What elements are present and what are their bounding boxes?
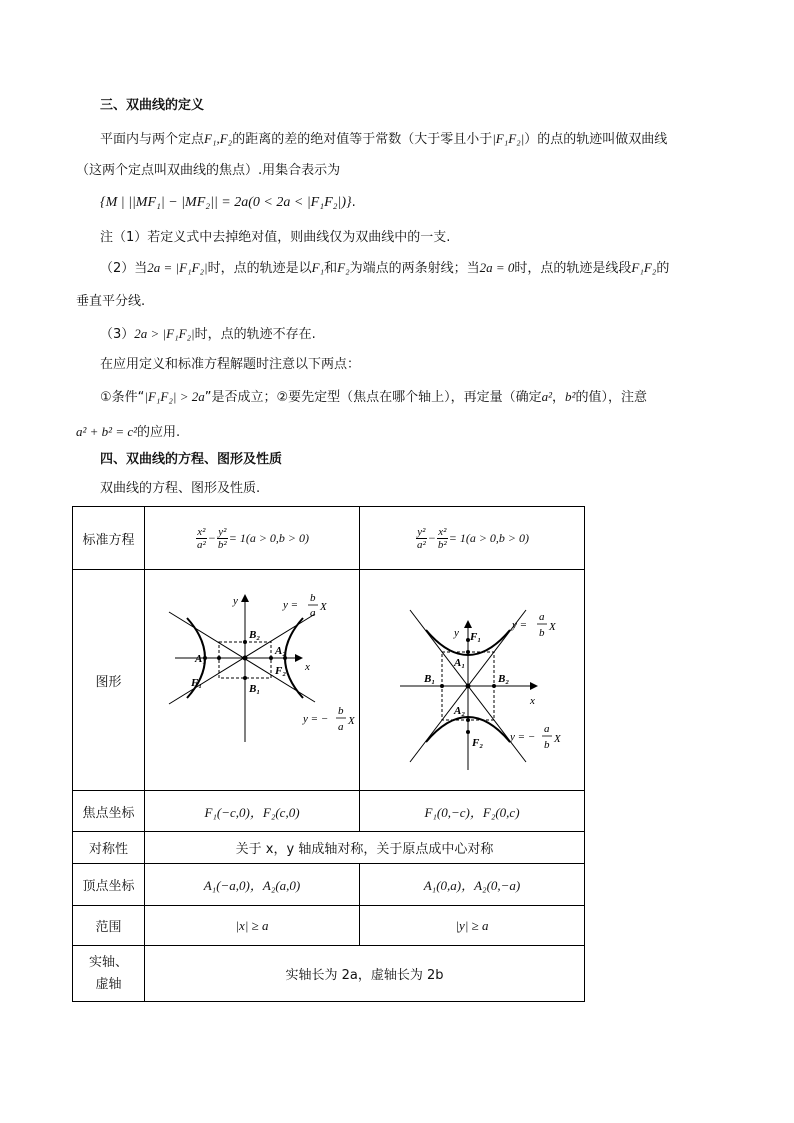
asym-top-x: X: [320, 601, 327, 613]
row-label-graph: 图形: [73, 570, 145, 791]
frac-y2-a2: $\frac{\text{y²}}{\text{a²}}$: [416, 525, 426, 551]
point-B2: [243, 640, 247, 644]
table-row-vertex: [73, 864, 585, 906]
table-row-focus: [73, 791, 585, 832]
def-text-a: 平面内与两个定点: [100, 132, 205, 147]
table-row-graph: [73, 570, 585, 791]
definition-line2: （这两个定点叫双曲线的焦点）.用集合表示为: [76, 163, 341, 178]
label-x: x: [305, 661, 310, 673]
graph-horizontal-cell: [145, 570, 360, 791]
section3-heading: 三、双曲线的定义: [100, 98, 205, 113]
asym-bot-lhs: y = −: [510, 731, 536, 743]
label-B1: B₁: [424, 673, 436, 685]
asym-top-lhs: y =: [512, 619, 528, 631]
section4-intro: 双曲线的方程、图形及性质.: [100, 481, 261, 496]
std-eq-vertical: $\frac{\text{y²}}{\text{a²}}$ − $\frac{\text{x²}}{\text{b²}}$ = 1(a > 0,b > 0): [360, 507, 585, 570]
def-abs: |F₁F₂|: [492, 131, 525, 146]
origin-point: [243, 656, 248, 661]
row-label-range: 范围: [73, 906, 145, 946]
std-eq-horizontal: $\frac{\text{x²}}{\text{a²}}$ − $\frac{\text{y²}}{\text{b²}}$ = 1(a > 0,b > 0): [145, 507, 360, 570]
horizontal-hyperbola-graph: [145, 570, 359, 786]
apply-line1: 在应用定义和标准方程解题时注意以下两点：: [100, 357, 361, 372]
vertex-horizontal: A₁(−a,0)，A₂(a,0): [145, 864, 360, 906]
std2-condition: = 1(a > 0,b > 0): [448, 530, 530, 545]
note2-eq1: 2a = |F₁F₂|: [147, 260, 208, 275]
table-row-symmetry: [73, 832, 585, 864]
row-label-axes-line2: 虚轴: [95, 976, 122, 992]
asym-top-den: b: [539, 627, 545, 639]
point-F2: [466, 730, 470, 734]
vertical-hyperbola-graph: [360, 570, 584, 786]
asym-bot-lhs: y = −: [303, 713, 329, 725]
hyperbola-properties-table: [72, 506, 585, 1002]
table-row-range: [73, 906, 585, 946]
apply2-a2: a²: [541, 389, 553, 404]
asym-top-num: a: [539, 611, 545, 623]
asym-top-lhs: y =: [283, 599, 299, 611]
x-axis-arrow: [530, 682, 538, 690]
point-A1: [217, 656, 221, 660]
frac-y2-b2: $\frac{\text{y²}}{\text{b²}}$: [217, 525, 227, 551]
apply2-c: ，: [552, 390, 566, 405]
origin-point: [466, 684, 471, 689]
point-B1: [440, 684, 444, 688]
set-formula: {M | ||MF₁| − |MF₂|| = 2a(0 < 2a < |F₁F₂|)}: [100, 195, 352, 210]
note3: [100, 325, 316, 344]
note2-d: 为端点的两条射线；当: [349, 261, 480, 276]
note2-c: 和: [324, 261, 338, 276]
x-axis-arrow: [295, 654, 303, 662]
note3-eq: 2a > |F₁F₂|: [134, 326, 195, 341]
asym-top-num: b: [310, 592, 316, 604]
apply2-eq: |F₁F₂| > 2a: [144, 389, 205, 404]
note2-e: 时，点的轨迹是线段: [514, 261, 632, 276]
label-F1: F₁: [191, 677, 203, 689]
table-row-axes: [73, 946, 585, 1002]
def-foci: F₁,F₂: [204, 131, 233, 146]
note3-a: （3）: [100, 327, 135, 342]
note3-b: 时，点的轨迹不存在.: [194, 327, 316, 342]
graph-vertical-cell: [360, 570, 585, 791]
label-A2: A₂: [454, 705, 466, 717]
focus-horizontal: F₁(−c,0)，F₂(c,0): [145, 791, 360, 832]
y-axis-arrow: [241, 594, 249, 602]
asym-bot-num: a: [544, 723, 550, 735]
apply3-eq: a² + b² = c²: [76, 424, 138, 439]
asym-top-x: X: [549, 621, 556, 633]
label-y: y: [233, 595, 238, 607]
label-B2: B₂: [498, 673, 510, 685]
point-A2: [269, 656, 273, 660]
def-text-c: ）的点的轨迹叫做双曲线: [524, 132, 668, 147]
asym-top-den: a: [310, 607, 316, 619]
set-expression: [100, 194, 356, 212]
note2-a: （2）当: [100, 261, 148, 276]
asym-bot-den: a: [338, 721, 344, 733]
asym-bot-x: X: [348, 715, 355, 727]
section4-heading: 四、双曲线的方程、图形及性质: [100, 452, 283, 467]
asym-bot-den: b: [544, 739, 550, 751]
apply2-a: ①条件“: [100, 390, 145, 405]
point-A1: [466, 650, 470, 654]
frac-x2-b2: $\frac{\text{x²}}{\text{b²}}$: [437, 525, 447, 551]
label-A1: A₁: [195, 653, 207, 665]
asym-bot-x: X: [554, 733, 561, 745]
definition-line1: [100, 130, 667, 149]
label-A2: A₂: [275, 645, 287, 657]
row-label-vertex: 顶点坐标: [73, 864, 145, 906]
symmetry-value: 关于 x，y 轴成轴对称，关于原点成中心对称: [145, 832, 585, 864]
point-B2: [492, 684, 496, 688]
apply2-d: 的值），注意: [575, 390, 647, 405]
point-A2: [466, 718, 470, 722]
row-label-standard: 标准方程: [73, 507, 145, 570]
note2-f2: F₂: [337, 260, 350, 275]
set-dot: .: [351, 195, 356, 210]
row-label-symmetry: 对称性: [73, 832, 145, 864]
y-axis-arrow: [464, 620, 472, 628]
note2-f: 的: [656, 261, 670, 276]
row-label-axes-line1: 实轴、: [88, 954, 128, 970]
note2-seg: F₁F₂: [631, 260, 657, 275]
range-vertical: |y| ≥ a: [360, 906, 585, 946]
apply2-b: ”是否成立；②要先定型（焦点在哪个轴上），再定量（确定: [204, 390, 542, 405]
frac-x2-a2: $\frac{\text{x²}}{\text{a²}}$: [196, 525, 206, 551]
row-label-axes: [73, 946, 145, 1002]
label-F1: F₁: [470, 631, 482, 643]
table-row-standard-equation: [73, 507, 585, 570]
note2-line1: [100, 259, 669, 278]
label-B1: B₁: [249, 683, 261, 695]
note1: 注（1）若定义式中去掉绝对值，则曲线仅为双曲线中的一支.: [100, 230, 451, 245]
note2-line2: 垂直平分线.: [76, 294, 146, 309]
axes-value: 实轴长为 2a，虚轴长为 2b: [145, 946, 585, 1002]
note2-b: 时，点的轨迹是以: [207, 261, 312, 276]
label-A1: A₁: [454, 657, 466, 669]
label-F2: F₂: [275, 665, 287, 677]
label-F2: F₂: [472, 737, 484, 749]
label-B2: B₂: [249, 629, 261, 641]
asymptote-pos: [169, 614, 315, 704]
focus-vertical: F₁(0,−c)，F₂(0,c): [360, 791, 585, 832]
row-label-focus: 焦点坐标: [73, 791, 145, 832]
apply3-b: 的应用.: [137, 425, 181, 440]
std1-condition: = 1(a > 0,b > 0): [228, 530, 310, 545]
label-x: x: [530, 695, 535, 707]
apply2-b2: b²: [565, 389, 576, 404]
point-B1: [243, 676, 247, 680]
apply-line3: [76, 423, 180, 442]
label-y: y: [454, 627, 459, 639]
note2-f1: F₁: [311, 260, 325, 275]
note2-eq2: 2a = 0: [479, 260, 515, 275]
range-horizontal: |x| ≥ a: [145, 906, 360, 946]
vertex-vertical: A₁(0,a)，A₂(0,−a): [360, 864, 585, 906]
def-text-b: 的距离的差的绝对值等于常数（大于零且小于: [232, 132, 493, 147]
apply-line2: [100, 388, 647, 407]
asym-bot-num: b: [338, 705, 344, 717]
